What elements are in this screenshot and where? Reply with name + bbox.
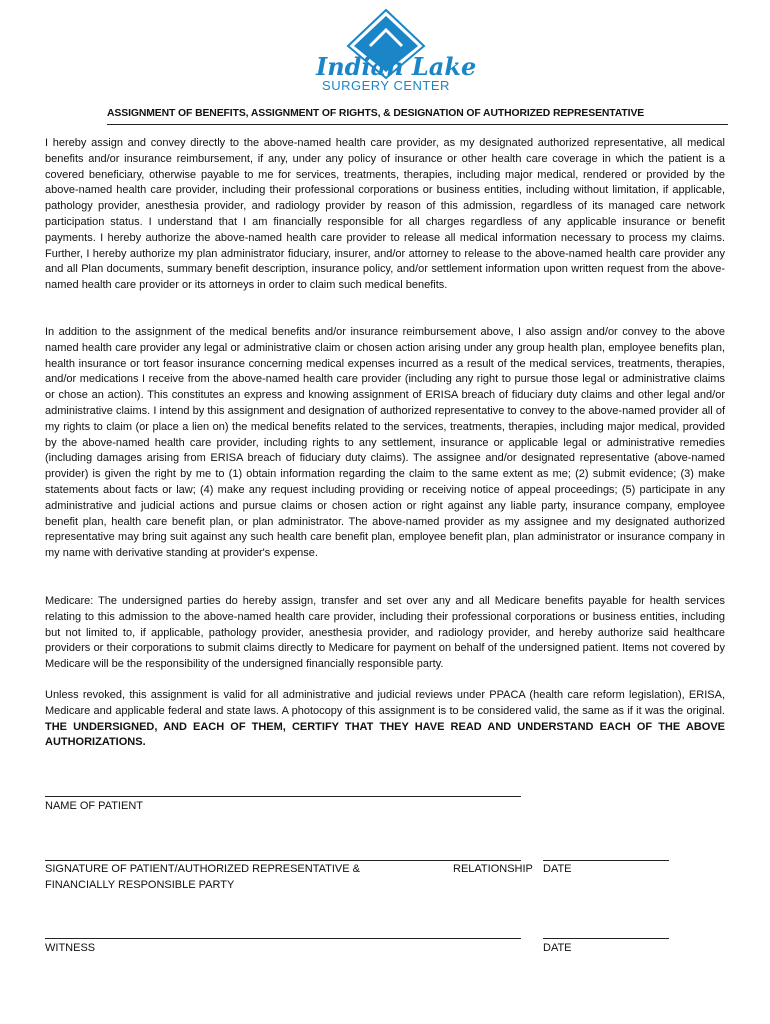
logo-subtitle: SURGERY CENTER (322, 78, 450, 93)
date-label-1: DATE (543, 863, 572, 875)
paragraph-legal-claims: In addition to the assignment of the medical benefits and/or insurance reimbursement above, I also assign and/or convey to the above named health care provider any legal or administrative claim or chosen action arising under any group health plan, employee benefits plan, health insurance or tort feasor insurance concerning medical expenses incurred as a result of the medical services, treatments, therapies, and/or medications I receive from the above-named health care provider (including any right to pursue those legal or administrative claims or chose an action). This constitutes an express and knowing assignment of ERISA breach of fiduciary duty claims and other legal and/or administrative claims. I intend by this assignment and designation of authorized representative to convey to the above-named provider all of my rights to claim (or place a lien on) the medical benefits related to the services, treatments, therapies, including major medical, provided by the above-named health care provider, including rights to any settlement, insurance or applicable legal or administrative remedies (including damages arising from ERISA breach of fiduciary duty claims). The assignee and/or designated representative (above-named provider) is given the right by me to (1) obtain information regarding the claim to the same extent as me; (2) submit evidence; (3) make statements about facts or law; (4) make any request including providing or receiving notice of appeal proceedings; (5) participate in any administrative and judicial actions and pursue claims or chosen action or right against any liable party, insurance company, employee benefit plan, health care benefit plan, or plan administrator. The above-named provider as my assignee and my designated authorized representative may bring suit against any such health care benefit plan, employee benefit plan, plan administrator or insurance company in my name with derivative standing at provider's expense. (45, 326, 725, 560)
date-line-2[interactable] (543, 938, 669, 939)
paragraph-assignment: I hereby assign and convey directly to the above-named health care provider, as my designated authorized representative, all medical benefits and/or insurance reimbursement, if any, under any policy of insurance or other health care coverage in which the patient is a covered beneficiary, otherwise payable to me for services, treatments, therapies, including major medical, rendered or provided by the above-named health care provider, including their professional corporations or business entities, including without limitation, if applicable, pathology provider, anesthesia provider, and radiology provider by reason of this admission, regardless of its managed care network participation status. I understand that I am financially responsible for all charges regardless of any applicable insurance or benefit payments. I hereby authorize the above-named health care provider to release all medical information necessary to process my claims. Further, I hereby authorize my plan administrator fiduciary, insurer, and/or attorney to release to the above-named health care provider any and all Plan documents, summary benefit description, insurance policy, and/or settlement information upon written request from the above-named health care provider or its attorneys in order to claim such medical benefits. (45, 137, 725, 292)
signature-label-1: SIGNATURE OF PATIENT/AUTHORIZED REPRESENTATIVE & (45, 863, 360, 875)
patient-name-line[interactable] (45, 796, 521, 797)
validity-text: Unless revoked, this assignment is valid for all administrative and judicial reviews under PPACA (health care reform legislation), ERISA, Medicare and applicable federal and state laws. A photocopy of this assignment is to be considered valid, the same as if it was the original. (45, 689, 725, 717)
patient-name-label: NAME OF PATIENT (45, 800, 143, 812)
paragraph-medicare: Medicare: The undersigned parties do hereby assign, transfer and set over any and all Medicare benefits payable for health services relating to this admission to the above-named health care provider, including their professional corporations or business entities, including but not limited to, if applicable, pathology provider, anesthesia provider, and radiology provider, and hereby authorize said healthcare providers or their corporations to submit claims directly to Medicare for payment on behalf of the undersigned patient. Items not covered by Medicare will be the responsibility of the undersigned financially responsible party. (45, 595, 725, 671)
logo-name: Indian Lake (316, 52, 477, 81)
logo (316, 8, 477, 94)
relationship-label: RELATIONSHIP (453, 863, 533, 875)
certification-statement: THE UNDERSIGNED, AND EACH OF THEM, CERTIFY THAT THEY HAVE READ AND UNDERSTAND EACH OF THE ABOVE AUTHORIZATIONS. (45, 720, 725, 749)
date-label-2: DATE (543, 942, 572, 954)
document-title: ASSIGNMENT OF BENEFITS, ASSIGNMENT OF RIGHTS, & DESIGNATION OF AUTHORIZED REPRESENTATIVE (107, 108, 645, 119)
date-line-1[interactable] (543, 860, 669, 861)
witness-line[interactable] (45, 938, 521, 939)
paragraph-validity (45, 688, 725, 751)
signature-line[interactable] (45, 860, 521, 861)
title-underline (107, 124, 728, 125)
witness-label: WITNESS (45, 942, 96, 954)
signature-label-2: FINANCIALLY RESPONSIBLE PARTY (45, 879, 235, 891)
